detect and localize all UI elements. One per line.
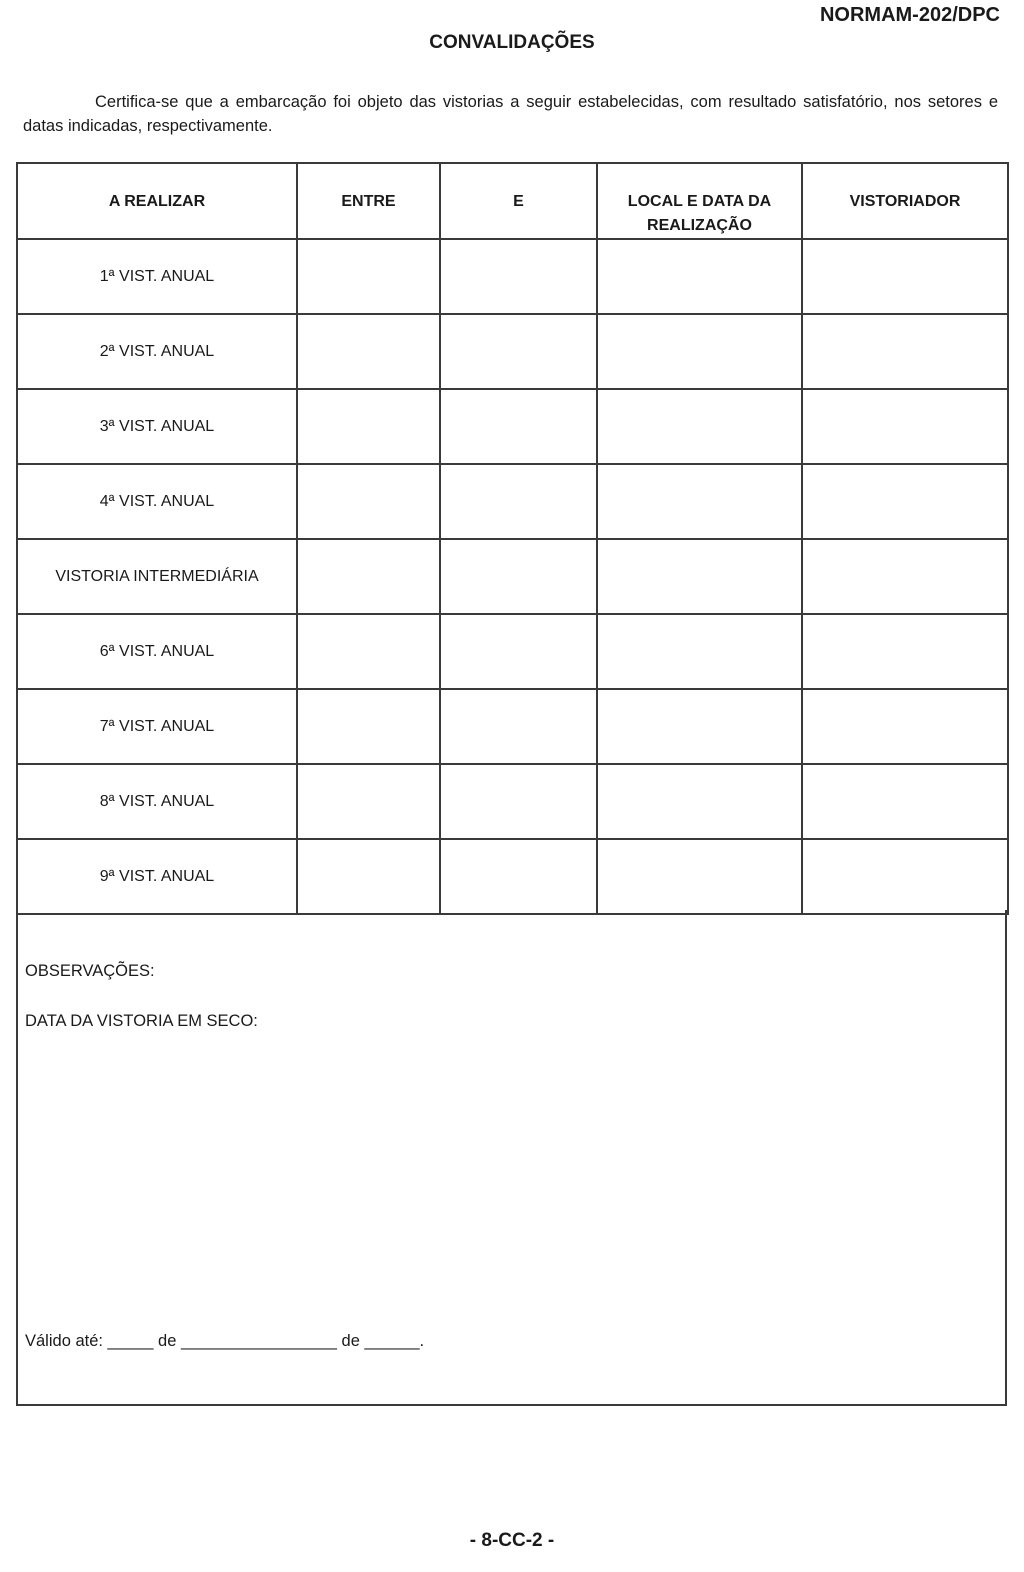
- survey-label: 1ª VIST. ANUAL: [17, 239, 297, 314]
- table-header-row: [17, 163, 1008, 239]
- entre-cell[interactable]: [297, 539, 440, 614]
- local-data-cell[interactable]: [597, 239, 802, 314]
- column-header-a-realizar: A REALIZAR: [17, 163, 297, 239]
- survey-label: VISTORIA INTERMEDIÁRIA: [17, 539, 297, 614]
- survey-label: 3ª VIST. ANUAL: [17, 389, 297, 464]
- table-row: [17, 539, 1008, 614]
- table-row: [17, 389, 1008, 464]
- table-row: [17, 464, 1008, 539]
- local-data-cell[interactable]: [597, 389, 802, 464]
- vistoriador-cell[interactable]: [802, 689, 1008, 764]
- vistoriador-cell[interactable]: [802, 614, 1008, 689]
- entre-cell[interactable]: [297, 389, 440, 464]
- table-row: [17, 689, 1008, 764]
- dry-survey-date-label: DATA DA VISTORIA EM SECO:: [25, 1012, 258, 1030]
- vistoriador-cell[interactable]: [802, 389, 1008, 464]
- local-data-cell[interactable]: [597, 314, 802, 389]
- page-title: CONVALIDAÇÕES: [429, 32, 595, 53]
- local-data-cell[interactable]: [597, 464, 802, 539]
- entre-cell[interactable]: [297, 464, 440, 539]
- document-code: NORMAM-202/DPC: [819, 4, 1000, 26]
- valid-until-line: Válido até: _____ de _________________ de ______.: [25, 1332, 425, 1350]
- entre-cell[interactable]: [297, 689, 440, 764]
- local-data-cell[interactable]: [597, 539, 802, 614]
- table-row: [17, 839, 1008, 914]
- survey-label: 2ª VIST. ANUAL: [17, 314, 297, 389]
- entre-cell[interactable]: [297, 314, 440, 389]
- survey-label: 4ª VIST. ANUAL: [17, 464, 297, 539]
- table-row: [17, 239, 1008, 314]
- observations-label: OBSERVAÇÕES:: [25, 962, 155, 980]
- e-cell[interactable]: [440, 239, 597, 314]
- column-header-local-data: LOCAL E DATA DA REALIZAÇÃO: [597, 163, 802, 239]
- survey-label: 9ª VIST. ANUAL: [17, 839, 297, 914]
- e-cell[interactable]: [440, 539, 597, 614]
- entre-cell[interactable]: [297, 239, 440, 314]
- e-cell[interactable]: [440, 389, 597, 464]
- entre-cell[interactable]: [297, 614, 440, 689]
- e-cell[interactable]: [440, 839, 597, 914]
- page-number: - 8-CC-2 -: [469, 1530, 555, 1551]
- e-cell[interactable]: [440, 614, 597, 689]
- e-cell[interactable]: [440, 764, 597, 839]
- e-cell[interactable]: [440, 314, 597, 389]
- e-cell[interactable]: [440, 464, 597, 539]
- e-cell[interactable]: [440, 689, 597, 764]
- vistoriador-cell[interactable]: [802, 239, 1008, 314]
- column-header-vistoriador: VISTORIADOR: [802, 163, 1008, 239]
- table-row: [17, 614, 1008, 689]
- vistoriador-cell[interactable]: [802, 314, 1008, 389]
- table-row: [17, 764, 1008, 839]
- vistoriador-cell[interactable]: [802, 464, 1008, 539]
- entre-cell[interactable]: [297, 839, 440, 914]
- column-header-e: E: [440, 163, 597, 239]
- survey-table: [16, 162, 1009, 915]
- vistoriador-cell[interactable]: [802, 764, 1008, 839]
- vistoriador-cell[interactable]: [802, 839, 1008, 914]
- observations-box[interactable]: [16, 910, 1007, 1406]
- local-data-cell[interactable]: [597, 764, 802, 839]
- local-data-cell[interactable]: [597, 689, 802, 764]
- table-row: [17, 314, 1008, 389]
- survey-label: 7ª VIST. ANUAL: [17, 689, 297, 764]
- survey-label: 6ª VIST. ANUAL: [17, 614, 297, 689]
- vistoriador-cell[interactable]: [802, 539, 1008, 614]
- local-data-cell[interactable]: [597, 614, 802, 689]
- entre-cell[interactable]: [297, 764, 440, 839]
- local-data-cell[interactable]: [597, 839, 802, 914]
- survey-label: 8ª VIST. ANUAL: [17, 764, 297, 839]
- column-header-entre: ENTRE: [297, 163, 440, 239]
- intro-paragraph: Certifica-se que a embarcação foi objeto das vistorias a seguir estabelecidas, com resultado satisfatório, nos setores e datas indicadas, respectivamente.: [23, 93, 998, 135]
